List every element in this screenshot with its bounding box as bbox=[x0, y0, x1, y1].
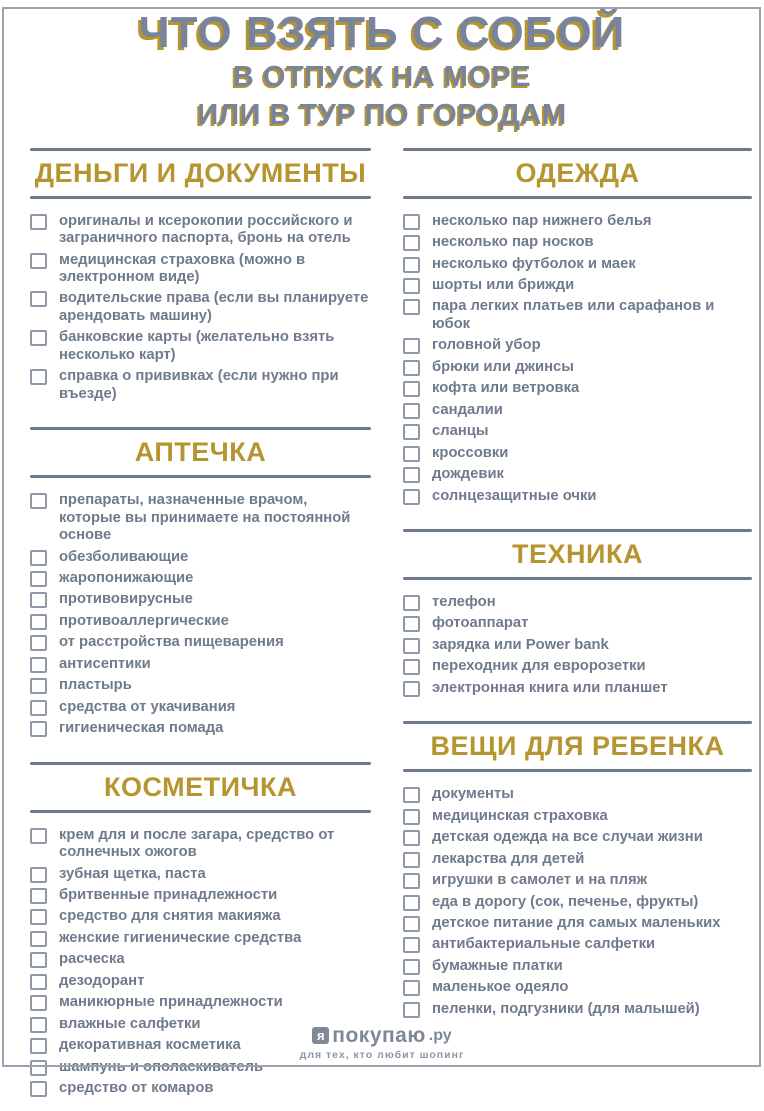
checklist-item-label: жаропонижающие bbox=[59, 569, 194, 586]
poster-title: ЧТО ВЗЯТЬ С СОБОЙ bbox=[138, 8, 626, 57]
checklist-item-label: расческа bbox=[59, 951, 125, 968]
checklist-item-label: игрушки в самолет и на пляж bbox=[432, 872, 648, 889]
checklist-item bbox=[30, 368, 371, 403]
section-items bbox=[403, 199, 752, 519]
section-title: КОСМЕТИЧКА bbox=[104, 771, 297, 802]
checklist-item bbox=[30, 720, 371, 737]
checklist-item bbox=[30, 827, 371, 862]
checkbox[interactable] bbox=[403, 681, 420, 697]
checklist-item-label: фотоаппарат bbox=[432, 615, 529, 632]
checkbox[interactable] bbox=[403, 638, 420, 654]
footer bbox=[0, 1025, 764, 1061]
checkbox[interactable] bbox=[30, 657, 47, 673]
section-rule-top bbox=[30, 762, 371, 765]
checklist-item bbox=[403, 915, 752, 932]
section-items bbox=[403, 580, 752, 711]
checkbox[interactable] bbox=[403, 424, 420, 440]
checkbox[interactable] bbox=[403, 257, 420, 273]
checklist-item bbox=[403, 423, 752, 440]
section-title: ТЕХНИКА bbox=[512, 538, 643, 569]
section-items bbox=[30, 199, 371, 418]
checklist-item-label: оригиналы и ксерокопии российского и заграничного паспорта, бронь на отель bbox=[59, 212, 353, 247]
checklist-item-label: справка о прививках (если нужно при въезде) bbox=[59, 368, 339, 402]
checkbox[interactable] bbox=[30, 571, 47, 587]
checklist-item-label: несколько футболок и маек bbox=[432, 255, 636, 272]
section-money-documents bbox=[30, 148, 371, 418]
checklist-item bbox=[403, 958, 752, 975]
checkbox[interactable] bbox=[30, 635, 47, 651]
section-items bbox=[30, 813, 371, 1111]
checklist-item bbox=[403, 594, 752, 611]
checkbox[interactable] bbox=[30, 369, 47, 385]
checklist-item-label: медицинская страховка bbox=[432, 807, 608, 824]
checklist-item-label: кофта или ветровка bbox=[432, 380, 580, 397]
checkbox[interactable] bbox=[30, 700, 47, 716]
checklist-item-label: обезболивающие bbox=[59, 548, 189, 565]
checkbox[interactable] bbox=[403, 360, 420, 376]
checkbox[interactable] bbox=[403, 235, 420, 251]
checkbox[interactable] bbox=[30, 550, 47, 566]
checklist-item-label: несколько пар носков bbox=[432, 234, 594, 251]
checklist-item-label: антибактериальные салфетки bbox=[432, 936, 656, 953]
checklist-item bbox=[403, 256, 752, 273]
checkbox[interactable] bbox=[30, 678, 47, 694]
checkbox[interactable] bbox=[30, 721, 47, 737]
checklist-item bbox=[30, 549, 371, 566]
checklist-item bbox=[30, 887, 371, 904]
checklist-item-label: пара легких платьев или сарафанов и юбок bbox=[432, 298, 715, 332]
checklist-item-label: брюки или джинсы bbox=[432, 358, 574, 375]
section-first-aid-kit bbox=[30, 427, 371, 751]
checklist-item bbox=[403, 658, 752, 675]
checklist-item-label: солнцезащитные очки bbox=[432, 487, 597, 504]
checkbox[interactable] bbox=[30, 592, 47, 608]
checkbox[interactable] bbox=[30, 1081, 47, 1097]
checkbox[interactable] bbox=[30, 214, 47, 230]
checklist-item-label: пластырь bbox=[59, 677, 132, 694]
checkbox[interactable] bbox=[403, 381, 420, 397]
checkbox[interactable] bbox=[30, 330, 47, 346]
checklist-item bbox=[403, 680, 752, 697]
checklist-item bbox=[30, 634, 371, 651]
checklist-item bbox=[30, 1080, 371, 1097]
checklist-item bbox=[403, 615, 752, 632]
checkbox[interactable] bbox=[403, 980, 420, 996]
checklist-item-label: зубная щетка, паста bbox=[59, 865, 206, 882]
checklist-item-label: дождевик bbox=[432, 466, 504, 483]
checkbox[interactable] bbox=[403, 959, 420, 975]
checklist-item bbox=[30, 213, 371, 248]
checkbox[interactable] bbox=[403, 278, 420, 294]
checklist-item-label: препараты, назначенные врачом, которые вы принимаете на постоянной основе bbox=[59, 492, 351, 544]
checkbox[interactable] bbox=[30, 828, 47, 844]
checkbox[interactable] bbox=[403, 214, 420, 230]
checklist-item-label: несколько пар нижнего белья bbox=[432, 212, 652, 229]
checklist-item bbox=[30, 973, 371, 990]
checklist-item bbox=[30, 1059, 371, 1076]
checklist-item-label: медицинская страховка (можно в электронном виде) bbox=[59, 251, 306, 285]
checklist-item-label: еда в дорогу (сок, печенье, фрукты) bbox=[432, 893, 699, 910]
checklist-item-label: пеленки, подгузники (для малышей) bbox=[432, 1000, 700, 1017]
checklist-item-label: бритвенные принадлежности bbox=[59, 886, 278, 903]
checklist-item bbox=[403, 979, 752, 996]
checklist-item bbox=[403, 829, 752, 846]
checklist-item-label: маникюрные принадлежности bbox=[59, 994, 283, 1011]
checklist-item-label: от расстройства пищеварения bbox=[59, 634, 284, 651]
checkbox[interactable] bbox=[403, 787, 420, 803]
logo-ya-icon: я bbox=[312, 1027, 329, 1044]
checklist-item bbox=[403, 872, 752, 889]
section-rule-top bbox=[30, 148, 371, 151]
checklist-item-label: документы bbox=[432, 786, 514, 803]
checklist-item bbox=[30, 908, 371, 925]
checkbox[interactable] bbox=[403, 595, 420, 611]
checklist-item-label: средство для снятия макияжа bbox=[59, 908, 281, 925]
checklist-item bbox=[403, 851, 752, 868]
checkbox[interactable] bbox=[30, 888, 47, 904]
checklist-item bbox=[30, 591, 371, 608]
section-rule-top bbox=[403, 529, 752, 532]
checklist-item-label: детская одежда на все случаи жизни bbox=[432, 829, 703, 846]
checklist-item-label: шорты или брижди bbox=[432, 276, 575, 293]
checklist-item-label: сланцы bbox=[432, 423, 489, 440]
checklist-item bbox=[403, 466, 752, 483]
checklist-item bbox=[30, 994, 371, 1011]
checklist-item bbox=[403, 808, 752, 825]
checklist-item-label: водительские права (если вы планируете арендовать машину) bbox=[59, 290, 369, 324]
poster-subtitle-line2: ИЛИ В ТУР ПО ГОРОДАМ bbox=[197, 99, 567, 132]
checklist-item bbox=[403, 894, 752, 911]
checklist-item bbox=[403, 936, 752, 953]
checkbox[interactable] bbox=[403, 895, 420, 911]
checkbox[interactable] bbox=[403, 616, 420, 632]
checklist-item bbox=[403, 1001, 752, 1018]
section-items bbox=[30, 478, 371, 751]
checklist-item bbox=[30, 866, 371, 883]
checklist-item bbox=[403, 786, 752, 803]
checkbox[interactable] bbox=[30, 909, 47, 925]
checkbox[interactable] bbox=[403, 873, 420, 889]
checklist-item-label: крем для и после загара, средство от солнечных ожогов bbox=[59, 826, 335, 861]
checklist-item bbox=[30, 951, 371, 968]
section-rule-top bbox=[403, 148, 752, 151]
checklist-item bbox=[30, 677, 371, 694]
section-rule-top bbox=[30, 427, 371, 430]
section-kids-things bbox=[403, 721, 752, 1032]
checklist-item bbox=[30, 252, 371, 287]
checklist-item-label: противовирусные bbox=[59, 591, 193, 608]
section-title: АПТЕЧКА bbox=[134, 437, 267, 468]
checklist-item bbox=[403, 298, 752, 333]
checklist-item-label: средства от укачивания bbox=[59, 698, 236, 715]
checklist-item-label: женские гигиенические средства bbox=[59, 929, 302, 946]
checkbox[interactable] bbox=[30, 952, 47, 968]
checklist-item bbox=[30, 699, 371, 716]
poster-subtitle-line1: В ОТПУСК НА МОРЕ bbox=[232, 61, 532, 94]
checklist-item-label: лекарства для детей bbox=[432, 850, 585, 867]
checkbox[interactable] bbox=[30, 931, 47, 947]
checkbox[interactable] bbox=[30, 974, 47, 990]
checklist-item bbox=[403, 488, 752, 505]
checklist-item bbox=[403, 213, 752, 230]
section-rule-top bbox=[403, 721, 752, 724]
checklist-item bbox=[30, 930, 371, 947]
checklist-item-label: бумажные платки bbox=[432, 957, 563, 974]
checkbox[interactable] bbox=[403, 809, 420, 825]
checklist-item bbox=[30, 613, 371, 630]
checkbox[interactable] bbox=[30, 867, 47, 883]
checklist-item bbox=[403, 359, 752, 376]
left-column bbox=[30, 148, 371, 1111]
checkbox[interactable] bbox=[403, 852, 420, 868]
checklist-item bbox=[403, 445, 752, 462]
section-title: ДЕНЬГИ И ДОКУМЕНТЫ bbox=[34, 157, 367, 188]
checklist-item bbox=[403, 234, 752, 251]
poster-header bbox=[0, 0, 764, 133]
checklist-item bbox=[30, 492, 371, 544]
checklist-item bbox=[403, 277, 752, 294]
yapokupayu-logo bbox=[312, 1025, 451, 1046]
checklist-item bbox=[30, 290, 371, 325]
right-column bbox=[403, 148, 752, 1111]
checklist-item bbox=[403, 380, 752, 397]
checkbox[interactable] bbox=[403, 489, 420, 505]
checklist-item bbox=[403, 337, 752, 354]
checklist-item-label: кроссовки bbox=[432, 444, 509, 461]
checkbox[interactable] bbox=[403, 1002, 420, 1018]
checkbox[interactable] bbox=[403, 830, 420, 846]
checklist-item-label: сандалии bbox=[432, 401, 503, 418]
checklist-item-label: маленькое одеяло bbox=[432, 979, 569, 996]
checklist-columns bbox=[0, 148, 764, 1111]
checklist-item-label: детское питание для самых маленьких bbox=[432, 914, 721, 931]
checklist-item-label: зарядка или Power bank bbox=[432, 636, 609, 653]
checklist-item-label: шампунь и ополаскиватель bbox=[59, 1058, 264, 1075]
checkbox[interactable] bbox=[30, 995, 47, 1011]
checklist-item-label: телефон bbox=[432, 593, 496, 610]
checklist-item-label: банковские карты (желательно взять несколько карт) bbox=[59, 329, 335, 363]
checkbox[interactable] bbox=[30, 253, 47, 269]
section-title: ВЕЩИ ДЛЯ РЕБЕНКА bbox=[430, 731, 725, 762]
checkbox[interactable] bbox=[30, 614, 47, 630]
checklist-item bbox=[30, 656, 371, 673]
checkbox[interactable] bbox=[30, 291, 47, 307]
checkbox[interactable] bbox=[403, 659, 420, 675]
checklist-item-label: влажные салфетки bbox=[59, 1015, 201, 1032]
checkbox[interactable] bbox=[403, 467, 420, 483]
logo-tagline: для тех, кто любит шопинг bbox=[299, 1049, 465, 1061]
checkbox[interactable] bbox=[30, 493, 47, 509]
checklist-item-label: переходник для евророзетки bbox=[432, 658, 646, 675]
checklist-item-label: антисептики bbox=[59, 655, 151, 672]
checkbox[interactable] bbox=[403, 338, 420, 354]
checklist-item bbox=[403, 402, 752, 419]
section-title: ОДЕЖДА bbox=[515, 157, 640, 188]
checklist-item bbox=[30, 570, 371, 587]
logo-text: покупаю bbox=[332, 1024, 426, 1047]
checkbox[interactable] bbox=[403, 299, 420, 315]
section-items bbox=[403, 772, 752, 1032]
checklist-item-label: головной убор bbox=[432, 337, 541, 354]
checklist-item-label: электронная книга или планшет bbox=[432, 679, 668, 696]
checklist-item-label: дезодорант bbox=[59, 972, 145, 989]
section-clothes bbox=[403, 148, 752, 519]
checkbox[interactable] bbox=[403, 916, 420, 932]
checkbox[interactable] bbox=[30, 1060, 47, 1076]
checklist-item bbox=[30, 329, 371, 364]
checklist-item-label: противоаллергические bbox=[59, 612, 229, 629]
checklist-item-label: декоративная косметика bbox=[59, 1037, 241, 1054]
section-tech bbox=[403, 529, 752, 711]
checklist-item-label: средство от комаров bbox=[59, 1080, 214, 1097]
checkbox[interactable] bbox=[403, 446, 420, 462]
checklist-item bbox=[403, 637, 752, 654]
logo-domain-suffix: .ру bbox=[428, 1026, 452, 1044]
checklist-item-label: гигиеническая помада bbox=[59, 720, 224, 737]
checkbox[interactable] bbox=[403, 937, 420, 953]
checkbox[interactable] bbox=[403, 403, 420, 419]
